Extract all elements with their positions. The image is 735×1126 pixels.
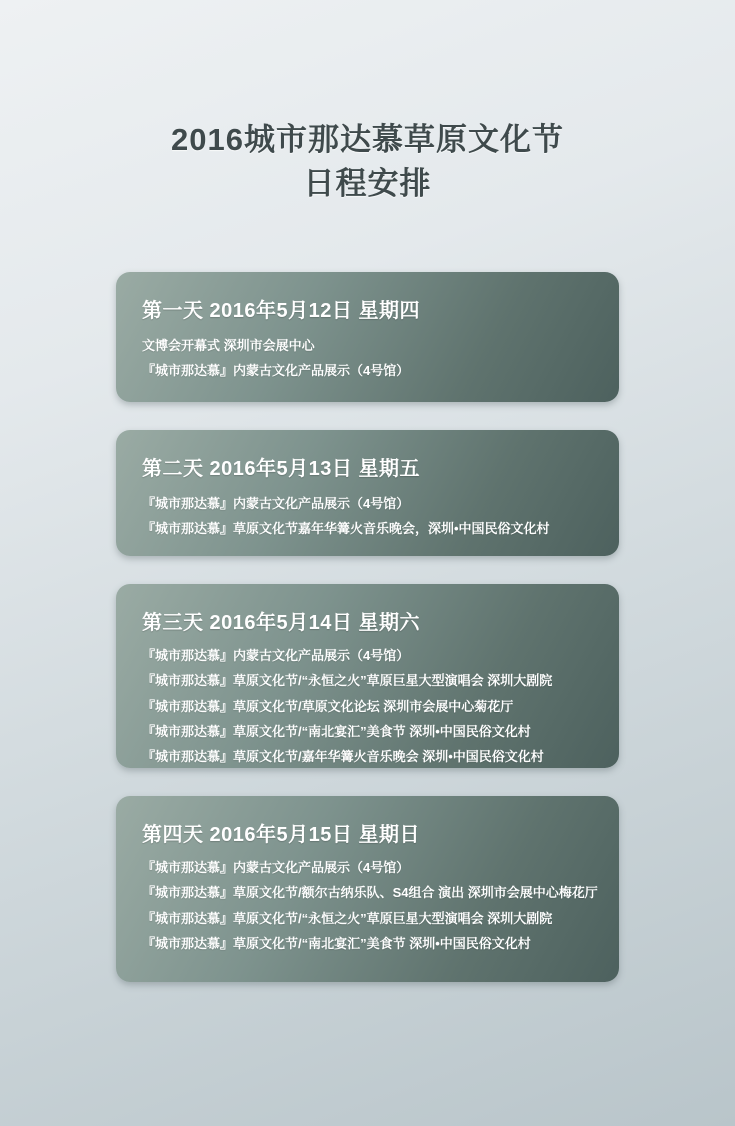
schedule-card-line: 『城市那达慕』草原文化节/额尔古纳乐队、S4组合 演出 深圳市会展中心梅花厅 — [142, 885, 598, 901]
schedule-card-line: 『城市那达慕』草原文化节/“南北宴汇”美食节 深圳•中国民俗文化村 — [142, 724, 531, 740]
schedule-card-heading: 第二天 2016年5月13日 星期五 — [142, 458, 420, 481]
schedule-card-day-2 — [116, 430, 619, 556]
schedule-card-line: 『城市那达慕』内蒙古文化产品展示（4号馆） — [142, 648, 410, 664]
schedule-card-day-3 — [116, 584, 619, 768]
schedule-card-line: 『城市那达慕』草原文化节/草原文化论坛 深圳市会展中心菊花厅 — [142, 698, 514, 714]
schedule-card-line: 『城市那达慕』草原文化节/“永恒之火”草原巨星大型演唱会 深圳大剧院 — [142, 673, 553, 689]
schedule-card-line: 『城市那达慕』内蒙古文化产品展示（4号馆） — [142, 363, 410, 379]
schedule-card-line: 『城市那达慕』内蒙古文化产品展示（4号馆） — [142, 496, 410, 512]
page-title-line-1: 2016城市那达慕草原文化节 — [171, 122, 564, 157]
schedule-card-heading: 第一天 2016年5月12日 星期四 — [142, 300, 420, 323]
schedule-card-line: 『城市那达慕』内蒙古文化产品展示（4号馆） — [142, 860, 410, 876]
page-title-line-2: 日程安排 — [303, 166, 432, 202]
schedule-card-line: 文博会开幕式 深圳市会展中心 — [142, 338, 315, 354]
schedule-card-heading: 第四天 2016年5月15日 星期日 — [142, 824, 420, 847]
schedule-card-line: 『城市那达慕』草原文化节/嘉年华篝火音乐晚会 深圳•中国民俗文化村 — [142, 749, 544, 765]
page-title — [171, 118, 564, 206]
schedule-card-day-1 — [116, 272, 619, 402]
schedule-card-line: 『城市那达慕』草原文化节/“南北宴汇”美食节 深圳•中国民俗文化村 — [142, 936, 531, 952]
schedule-card-heading: 第三天 2016年5月14日 星期六 — [142, 612, 420, 635]
schedule-card-line: 『城市那达慕』草原文化节嘉年华篝火音乐晚会，深圳•中国民俗文化村 — [142, 521, 550, 537]
schedule-list — [116, 272, 619, 1010]
schedule-card-day-4 — [116, 796, 619, 982]
schedule-card-line: 『城市那达慕』草原文化节/“永恒之火”草原巨星大型演唱会 深圳大剧院 — [142, 910, 553, 926]
